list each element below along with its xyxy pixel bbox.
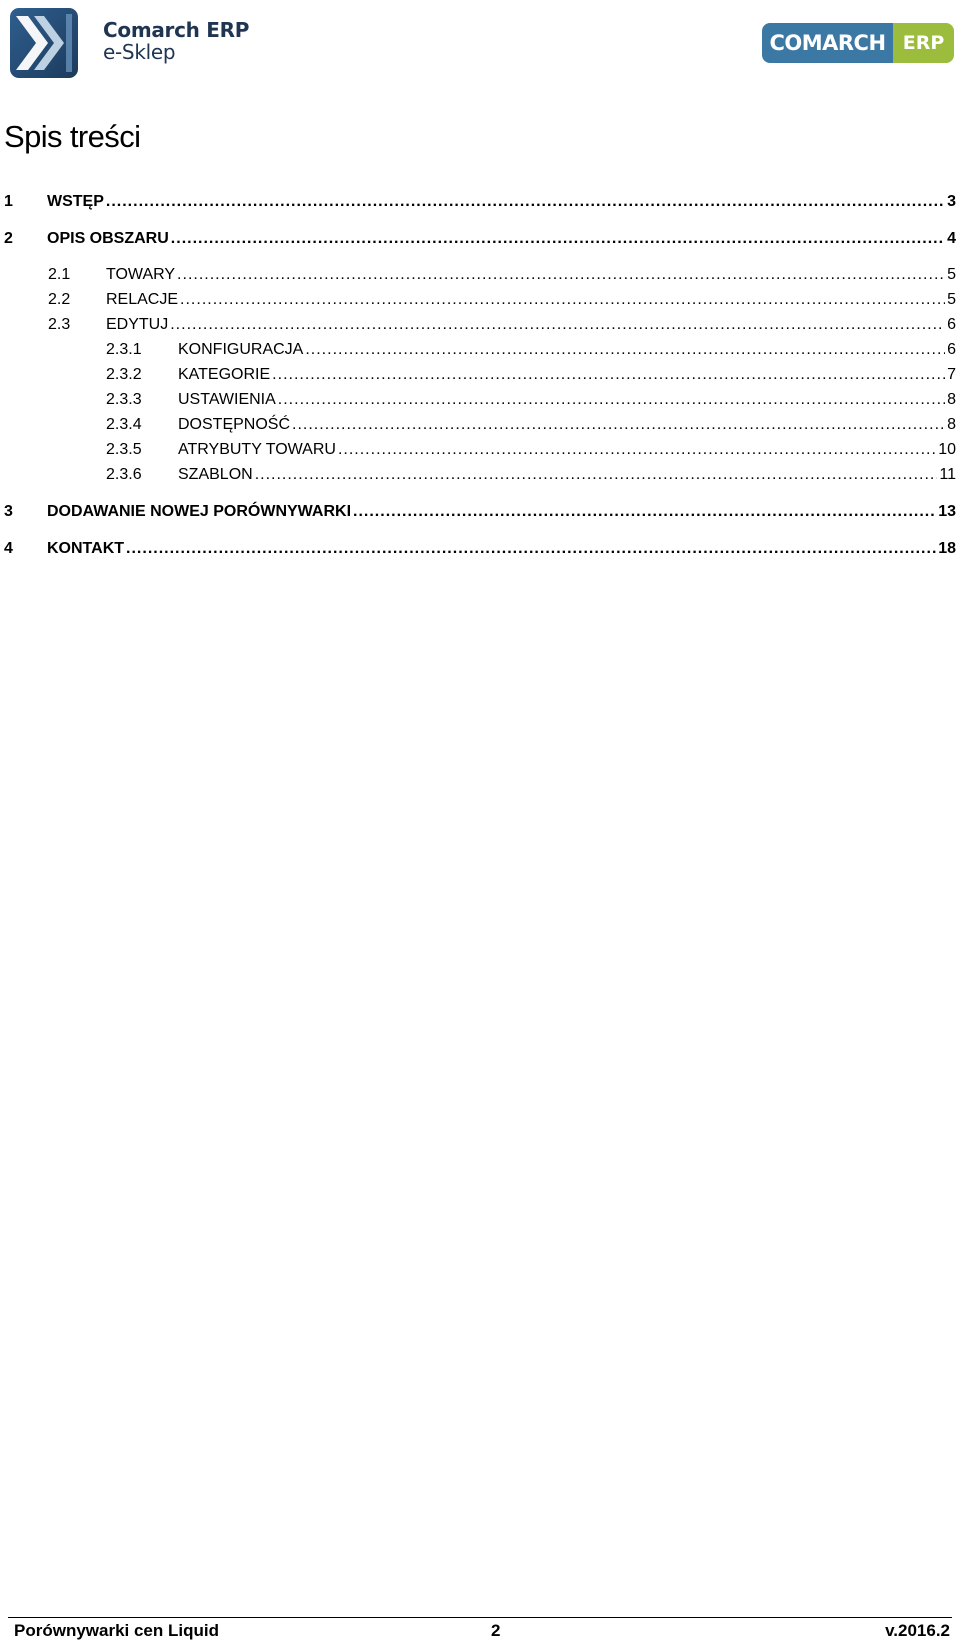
toc-dot-leader (338, 439, 936, 461)
toc-entry-number: 2.3.4 (106, 416, 142, 433)
toc-entry-number: 2.3.1 (106, 341, 142, 358)
toc-entry[interactable] (48, 314, 956, 336)
toc-entry-label: TOWARY (106, 266, 176, 283)
toc-entry-page: 4 (947, 230, 956, 247)
toc-entry[interactable] (4, 228, 956, 250)
toc-entry-number: 2.3.6 (106, 466, 142, 483)
toc-entry-page: 18 (938, 540, 956, 557)
product-name-sub: e-Sklep (103, 40, 176, 64)
page-title: Spis treści (4, 119, 141, 154)
footer-divider (8, 1617, 952, 1618)
toc-entry-label: DODAWANIE NOWEJ PORÓWNYWARKI (47, 503, 352, 520)
toc-entry[interactable] (48, 264, 956, 286)
toc-entry-page: 5 (947, 291, 956, 308)
toc-entry-page: 8 (947, 416, 956, 433)
toc-entry-number: 2.3.3 (106, 391, 142, 408)
toc-entry-number: 2.3.5 (106, 441, 142, 458)
toc-entry-number: 2.3.2 (106, 366, 142, 383)
toc-entry-number: 1 (4, 193, 13, 210)
erp-logo-text: ERP (893, 23, 954, 63)
toc-entry-number: 3 (4, 503, 13, 520)
toc-entry-label: KONTAKT (47, 540, 125, 557)
toc-entry-label: DOSTĘPNOŚĆ (178, 416, 291, 433)
toc-entry[interactable] (106, 389, 956, 411)
toc-dot-leader (106, 191, 945, 213)
toc-entry-page: 3 (947, 193, 956, 210)
toc-dot-leader (180, 289, 945, 311)
footer-page-number: 2 (491, 1621, 501, 1640)
toc-entry[interactable] (48, 289, 956, 311)
toc-entry-number: 2 (4, 230, 13, 247)
toc-entry-page: 10 (938, 441, 956, 458)
toc-entry[interactable] (106, 439, 956, 461)
toc-entry-page: 5 (947, 266, 956, 283)
toc-entry[interactable] (4, 538, 956, 560)
toc-dot-leader (272, 364, 945, 386)
toc-entry-label: RELACJE (106, 291, 179, 308)
toc-entry-page: 8 (947, 391, 956, 408)
page-footer (14, 1620, 952, 1642)
toc-entry-label: WSTĘP (47, 193, 104, 210)
toc-dot-leader (126, 538, 936, 560)
e-sklep-logo-icon (10, 8, 80, 80)
product-name (103, 20, 249, 62)
toc-entry-label: KATEGORIE (178, 366, 271, 383)
toc-entry-page: 13 (938, 503, 956, 520)
toc-entry-page: 6 (947, 341, 956, 358)
toc-entry[interactable] (106, 339, 956, 361)
comarch-erp-logo (762, 23, 954, 63)
toc-entry-label: SZABLON (178, 466, 253, 483)
toc-dot-leader (170, 314, 945, 336)
toc-entry-label: OPIS OBSZARU (47, 230, 169, 247)
toc-dot-leader (255, 464, 938, 486)
footer-version: v.2016.2 (885, 1621, 950, 1640)
toc-dot-leader (177, 264, 945, 286)
toc-entry-page: 11 (939, 466, 956, 483)
toc-entry-label: KONFIGURACJA (178, 341, 304, 358)
toc-entry-number: 2.1 (48, 266, 71, 283)
footer-document-title: Porównywarki cen Liquid (14, 1621, 219, 1640)
comarch-erp-esklep-logo (10, 8, 260, 80)
toc-dot-leader (353, 501, 936, 523)
product-name-main: Comarch ERP (103, 18, 250, 42)
toc-entry[interactable] (106, 364, 956, 386)
toc-entry[interactable] (4, 191, 956, 213)
toc-entry-label: EDYTUJ (106, 316, 169, 333)
toc-dot-leader (292, 414, 945, 436)
toc-entry-label: ATRYBUTY TOWARU (178, 441, 336, 458)
toc-dot-leader (278, 389, 945, 411)
toc-entry-page: 6 (947, 316, 956, 333)
toc-entry[interactable] (106, 464, 956, 486)
toc-entry-number: 2.2 (48, 291, 71, 308)
toc-entry[interactable] (106, 414, 956, 436)
toc-entry-number: 2.3 (48, 316, 71, 333)
toc-dot-leader (305, 339, 945, 361)
toc-entry-page: 7 (947, 366, 956, 383)
toc-entry-number: 4 (4, 540, 13, 557)
toc-entry-label: USTAWIENIA (178, 391, 276, 408)
toc-dot-leader (171, 228, 945, 250)
comarch-logo-text: COMARCH (762, 23, 893, 63)
toc-entry[interactable] (4, 501, 956, 523)
